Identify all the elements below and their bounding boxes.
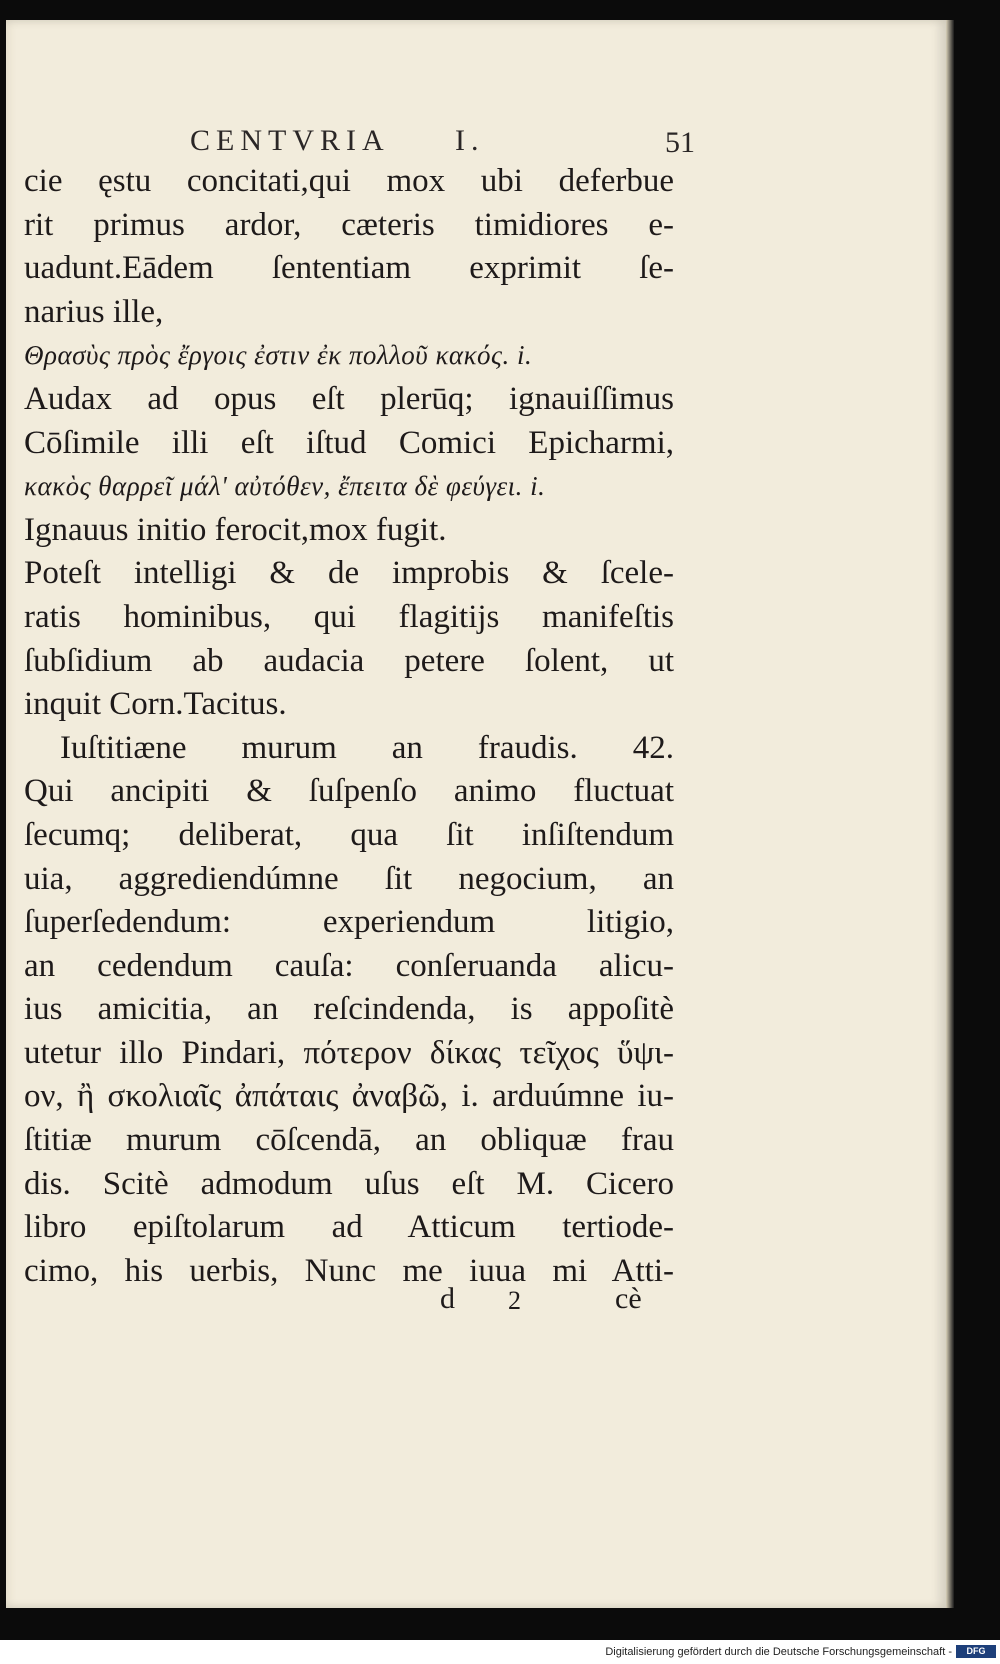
text-line: ſubſidium ab audacia petere ſolent, ut	[24, 642, 674, 679]
text-line: inquit Corn.Tacitus.	[24, 686, 287, 723]
text-line: Ignauus initio ferocit,mox fugit.	[24, 511, 447, 548]
adage-heading: Iuſtitiæne murum an fraudis. 42.	[60, 729, 674, 766]
text-line: uadunt.Eādem ſententiam exprimit ſe-	[24, 250, 674, 287]
funding-credit: Digitalisierung gefördert durch die Deutsche Forschungsgemeinschaft -	[605, 1646, 952, 1658]
text-line: Qui ancipiti & ſuſpenſo animo fluctuat	[24, 773, 674, 810]
text-line: uia, aggrediendúmne ſit negocium, an	[24, 860, 674, 897]
signature-letter: d	[440, 1282, 455, 1315]
text-line: cimo, his uerbis, Nunc me iuua mi Atti-	[24, 1252, 674, 1289]
text-line: ius amicitia, an reſcindenda, is appoſitè	[24, 991, 674, 1028]
text-line: Audax ad opus eſt plerūq; ignauiſſimus	[24, 380, 674, 417]
text-line: cie ęstu concitati,qui mox ubi deferbue	[24, 163, 674, 199]
page-edge-shadow	[946, 20, 954, 1608]
text-line: dis. Scitè admodum uſus eſt M. Cicero	[24, 1165, 674, 1202]
page-number: 51	[665, 126, 695, 159]
text-line: an cedendum cauſa: conſeruanda alicu-	[24, 947, 674, 984]
century-number: I.	[455, 124, 485, 157]
text-line: ratis hominibus, qui flagitijs manifeſtis	[24, 598, 674, 635]
text-line: ſecumq; deliberat, qua ſit inſiſtendum	[24, 816, 674, 853]
text-line: Cōſimile illi eſt iſtud Comici Epicharmi,	[24, 424, 674, 461]
dfg-logo-icon: DFG	[956, 1645, 996, 1658]
text-line: utetur illo Pindari, πότερον δίκας τεῖχος ὕψι-	[24, 1034, 674, 1071]
text-line: Poteſt intelligi & de improbis & ſcele-	[24, 555, 674, 592]
catchword: cè	[615, 1282, 642, 1315]
text-line: narius ille,	[24, 293, 164, 330]
greek-quotation-line: κακὸς θαρρεῖ μάλ' αὐτόθεν, ἔπειτα δὲ φεύγει. i.	[24, 471, 546, 502]
signature-line	[440, 1282, 680, 1322]
running-title: CENTVRIA	[190, 124, 390, 157]
text-line: ſuperſedendum: experiendum litigio,	[24, 904, 674, 941]
signature-number: 2	[508, 1286, 521, 1315]
text-line: rit primus ardor, cæteris timidiores e-	[24, 206, 674, 243]
text-line: libro epiſtolarum ad Atticum tertiode-	[24, 1209, 674, 1246]
running-header	[190, 124, 710, 164]
text-line: ον, ἢ σκολιαῖς ἀπάταις ἀναβῶ, i. arduúmne iu-	[24, 1078, 674, 1115]
greek-quotation-line: Θρασὺς πρὸς ἔργοις ἐστιν ἐκ πολλοῦ κακός. i.	[24, 340, 533, 371]
text-line: ſtitiæ murum cōſcendā, an obliquæ frau	[24, 1122, 674, 1159]
body-text	[24, 160, 674, 1293]
